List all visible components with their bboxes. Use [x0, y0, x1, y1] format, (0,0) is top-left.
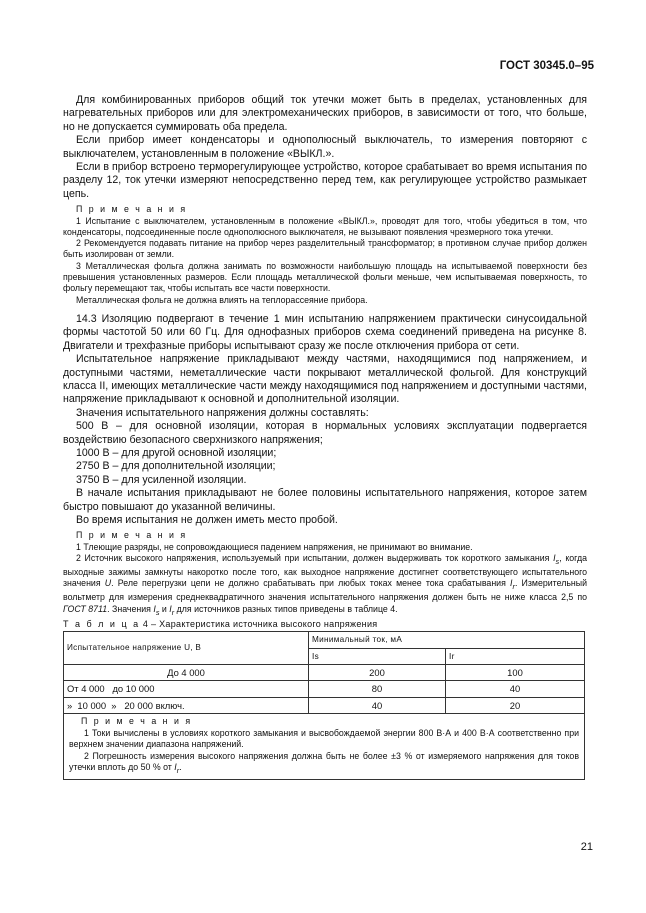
table-note-1: 1 Токи вычислены в условиях короткого замыкания и высвобождаемой энергии 800 В·А и 400 В·А соответственно при верхнем значении диапазона напряжений. [69, 727, 579, 750]
paragraph: Если прибор имеет конденсаторы и однополюсный выключатель, то измерения повторяют с выключателем, установленным в положение «ВЫКЛ.». [63, 134, 587, 160]
notes-title: П р и м е ч а н и я [76, 530, 188, 541]
table-notes-title: П р и м е ч а н и я [81, 716, 193, 727]
col-header-is: Is [309, 648, 446, 664]
voltage-item: 2750 В – для дополнительной изоляции; [76, 460, 276, 473]
note-item: 2 Рекомендуется подавать питание на прибор через разделительный трансформатор; в противном случае прибор должен быть изолирован от земли. [63, 238, 587, 260]
col-header-voltage: Испытательное напряжение U, В [64, 632, 309, 665]
notes-block-2 [63, 530, 587, 617]
section-14-3: 14.3 Изоляцию подвергают в течение 1 мин испытанию напряжением практически синусоидальной формы частотой 50 или 60 Гц. Для однофазных приборов схема соединений приведена на рисунке 8. Двигатели и трехфазные приборы испытывают сразу же после отключения прибора от сети. [63, 312, 587, 352]
table-row: От 4 000 до 10 000 80 40 [64, 681, 585, 697]
voltage-item: 500 В – для основной изоляции, которая в нормальных условиях эксплуатации подвергается воздействию безопасного сверхнизкого напряжения; [63, 420, 587, 446]
notes-title: П р и м е ч а н и я [76, 204, 188, 215]
note-item: 1 Испытание с выключателем, установленным в положение «ВЫКЛ.», проводят для того, чтобы убедиться в том, что конденсаторы, подсоединенные после однополюсного выключателя, не вызывают появления чрезмерного тока утечки. [63, 215, 587, 237]
table-caption: Т а б л и ц а 4 – Характеристика источника высокого напряжения [63, 618, 378, 629]
paragraph: Если в прибор встроено терморегулирующее устройство, которое срабатывает во время испытания по разделу 12, ток утечки измеряют непосредственно перед тем, как регулирующее устройство размыкает цепь. [63, 161, 587, 200]
notes-block-1 [63, 204, 587, 306]
table-row: До 4 000 200 100 [64, 664, 585, 680]
paragraph: Для комбинированных приборов общий ток утечки может быть в пределах, установленных для нагревательных приборов или для электромеханических приборов, в зависимости от того, что больше, но не допускается суммировать оба предела. [63, 94, 587, 133]
voltage-item: 3750 В – для усиленной изоляции. [76, 473, 247, 486]
paragraph: Во время испытания не должен иметь место пробой. [76, 514, 338, 527]
note-item: Металлическая фольга не должна влиять на теплорассеяние прибора. [76, 294, 368, 305]
paragraph: Значения испытательного напряжения должны составлять: [76, 406, 369, 419]
document-id: ГОСТ 30345.0–95 [499, 60, 594, 72]
note-item: 1 Тлеющие разряды, не сопровождающиеся падением напряжения, не принимают во внимание. [76, 541, 473, 552]
paragraph: В начале испытания прикладывают не более половины испытательного напряжения, которое затем быстро повышают до указанной величины. [63, 487, 587, 513]
table-note-2: 2 Погрешность измерения высокого напряжения должна быть не более ±3 % от измеряемого напряжения для токов утечки вплоть до 50 % от $I_r$. [69, 750, 579, 775]
note-item: 2 Источник высокого напряжения, используемый при испытании, должен выдерживать ток короткого замыкания $I_s$, когда выходные зажимы замкнуты накоротко после того, как выходное напряжение достигнет соответствующего испытательного значения U. Реле перегрузки цепи не должно срабатывать при любых токах менее тока срабатывания $I_r$. Измерительный вольтметр для измерения среднеквадратичного значения испытательного напряжения должен быть не ниже класса 2,5 по ГОСТ 8711. Значения $I_s$ и $I_r$ для источников разных типов приведены в таблице 4. [63, 553, 587, 617]
voltage-item: 1000 В – для другой основной изоляции; [76, 446, 277, 459]
table-notes [64, 714, 585, 780]
note-item: 3 Металлическая фольга должна занимать по возможности наибольшую площадь на испытываемой поверхности без превышения установленных размеров. Если площадь металлической фольги меньше, чем испытываемая поверхность, то фольгу перемещают так, чтобы испытать все части поверхности. [63, 260, 587, 294]
col-header-min-current: Минимальный ток, мА [309, 632, 585, 648]
page-content [63, 94, 587, 780]
page-number: 21 [580, 841, 593, 853]
paragraph: Испытательное напряжение прикладывают между частями, находящимися под напряжением, и доступными частями, неметаллические части покрывают металлической фольгой. Для конструкций класса II, имеющих металлические части между находящимися под напряжением и доступными частями, напряжение прикладывают к основной и дополнительной изоляции. [63, 353, 587, 406]
col-header-ir: Ir [446, 648, 585, 664]
table-row: » 10 000 » 20 000 включ. 40 20 [64, 697, 585, 713]
table-4 [63, 631, 585, 780]
